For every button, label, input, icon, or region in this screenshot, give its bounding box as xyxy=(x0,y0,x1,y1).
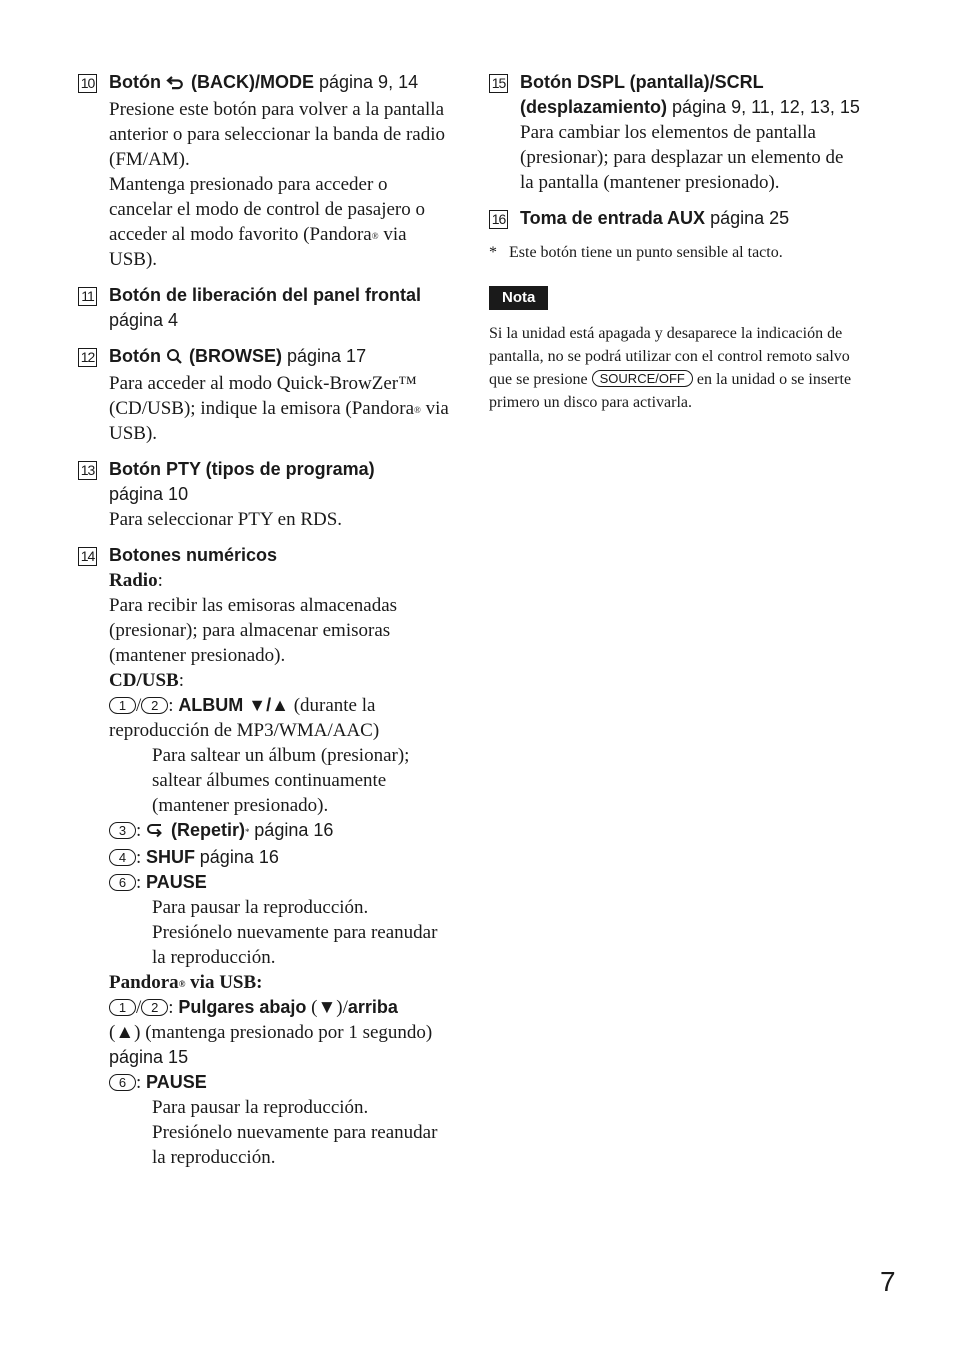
entry-title xyxy=(109,283,450,333)
separator: : xyxy=(136,847,147,868)
title-part: (BACK)/MODE xyxy=(185,72,314,92)
text-part: via USB). xyxy=(109,398,449,444)
key-2: 2 xyxy=(141,697,168,714)
pause-description: Para pausar la reproducción. Presiónelo nuevamente para reanudar la reproducción. xyxy=(152,1097,438,1168)
separator: : xyxy=(136,1072,147,1093)
album-line xyxy=(109,693,450,743)
entry-title xyxy=(520,70,861,120)
page-ref: página 16 xyxy=(254,820,334,840)
title-part: Toma de entrada AUX xyxy=(520,208,706,228)
entry-16 xyxy=(489,206,861,231)
entry-description: Para cambiar los elementos de pantalla (presionar); para desplazar un elemento de la pantalla (mantener presionado). xyxy=(520,122,844,193)
key-2: 2 xyxy=(141,999,168,1016)
separator: : xyxy=(168,695,179,716)
title-part: Botón DSPL (pantalla)/SCRL (desplazamiento) xyxy=(520,72,764,117)
registered-mark: ® xyxy=(178,979,186,989)
entry-number: 11 xyxy=(78,287,97,306)
back-arrow-icon xyxy=(166,72,186,97)
entry-number: 14 xyxy=(78,547,97,566)
text-part: via USB). xyxy=(109,224,407,270)
colon: : xyxy=(178,670,184,691)
entry-title xyxy=(109,457,450,482)
entry-title xyxy=(109,344,450,371)
text-part: (▲) (mantenga presionado por 1 segundo) xyxy=(109,1022,433,1043)
right-column xyxy=(489,70,861,414)
entry-title xyxy=(109,70,450,97)
entry-title: Botones numéricos xyxy=(109,545,278,565)
entry-description: Para seleccionar PTY en RDS. xyxy=(109,509,343,530)
page-ref: página 9, 11, 12, 13, 15 xyxy=(672,97,860,117)
thumbs-description xyxy=(109,1020,450,1070)
text-part: Pandora xyxy=(109,972,179,993)
registered-mark: ® xyxy=(371,231,379,241)
album-description: Para saltear un álbum (presionar); saltear álbumes continuamente (mantener presionado). xyxy=(152,745,410,816)
note-text xyxy=(489,322,861,414)
page-ref: página 25 xyxy=(710,208,790,228)
source-off-key: SOURCE/OFF xyxy=(592,370,693,387)
entry-11 xyxy=(78,283,450,333)
key-6: 6 xyxy=(109,1074,136,1091)
colon: : xyxy=(157,570,163,591)
entry-13 xyxy=(78,457,450,532)
pause-line xyxy=(109,870,450,895)
page-ref: página 10 xyxy=(109,484,189,504)
separator: : xyxy=(168,997,179,1018)
separator: : xyxy=(136,872,147,893)
entry-number: 13 xyxy=(78,461,97,480)
pause-line xyxy=(109,1070,450,1095)
footnote-mark: * xyxy=(245,827,250,837)
key-4: 4 xyxy=(109,849,136,866)
entry-description xyxy=(109,371,450,446)
thumbs-up-label: arriba xyxy=(347,997,398,1017)
footnote xyxy=(489,242,861,264)
page-number: 7 xyxy=(880,1266,896,1297)
text-part: Mantenga presionado para acceder o cancelar el modo de control de pasajero o acceder al modo favorito (Pandora xyxy=(109,174,425,245)
shuf-line xyxy=(109,845,450,870)
entry-number: 16 xyxy=(489,210,508,229)
radio-description: Para recibir las emisoras almacenadas (presionar); para almacenar emisoras (mantener presionado). xyxy=(109,595,398,666)
slash: / xyxy=(136,997,142,1018)
entry-12 xyxy=(78,344,450,446)
magnifier-icon xyxy=(166,346,184,371)
text-part: via USB: xyxy=(185,972,263,993)
page-ref: página 4 xyxy=(109,310,179,330)
slash: / xyxy=(136,695,142,716)
thumbs-line xyxy=(109,995,450,1020)
entry-number: 15 xyxy=(489,74,508,93)
pause-label: PAUSE xyxy=(146,1072,207,1092)
page-ref: página 15 xyxy=(109,1047,189,1067)
shuf-label: SHUF xyxy=(146,847,196,867)
entry-15 xyxy=(489,70,861,195)
left-column xyxy=(78,70,450,1181)
radio-heading xyxy=(109,568,450,593)
key-6: 6 xyxy=(109,874,136,891)
page-ref: página 9, 14 xyxy=(319,72,419,92)
repeat-icon xyxy=(146,820,166,845)
entry-10 xyxy=(78,70,450,272)
entry-number: 10 xyxy=(78,74,97,93)
pause-label: PAUSE xyxy=(146,872,207,892)
registered-mark: ® xyxy=(414,405,421,415)
entry-description xyxy=(109,172,450,272)
title-part: Botón xyxy=(109,72,166,92)
text-part: (▼)/ xyxy=(306,997,348,1018)
text-part: Si la unidad está apagada y desaparece la indicación de pantalla, no se podrá utilizar con el control remoto salvo que se presione xyxy=(489,325,850,388)
subheading: CD/USB xyxy=(109,670,179,691)
entry-description: Presione este botón para volver a la pantalla anterior o para seleccionar la banda de radio (FM/AM). xyxy=(109,99,446,170)
entry-title xyxy=(520,206,861,231)
entry-14 xyxy=(78,543,450,1170)
title-part: (BROWSE) xyxy=(183,346,282,366)
entry-number: 12 xyxy=(78,348,97,367)
page-ref: página 16 xyxy=(199,847,279,867)
pause-description: Para pausar la reproducción. Presiónelo nuevamente para reanudar la reproducción. xyxy=(152,897,438,968)
footnote-text: Este botón tiene un punto sensible al tacto. xyxy=(509,244,783,261)
key-1: 1 xyxy=(109,697,136,714)
text-part: en la unidad o se inserte primero un disco para activarla. xyxy=(489,371,852,411)
cdusb-heading xyxy=(109,668,450,693)
title-part: Botón PTY (tipos de programa) xyxy=(109,459,375,479)
separator: : xyxy=(136,820,147,841)
pandora-heading xyxy=(109,970,450,995)
title-part: Botón xyxy=(109,346,166,366)
album-label: ALBUM ▼/▲ xyxy=(178,695,289,715)
text-part: Para acceder al modo Quick-BrowZer™ (CD/USB); indique la emisora (Pandora xyxy=(109,373,417,419)
repeat-line xyxy=(109,818,450,845)
album-text: (durante la reproducción de MP3/WMA/AAC) xyxy=(109,695,380,741)
key-1: 1 xyxy=(109,999,136,1016)
footnote-mark: * xyxy=(489,244,497,261)
key-3: 3 xyxy=(109,822,136,839)
title-part: Botón de liberación del panel frontal xyxy=(109,285,422,305)
thumbs-down-label: Pulgares abajo xyxy=(178,997,307,1017)
note-label: Nota xyxy=(489,286,548,310)
repeat-label: (Repetir) xyxy=(166,820,246,840)
page-ref: página 17 xyxy=(287,346,367,366)
subheading: Radio xyxy=(109,570,158,591)
